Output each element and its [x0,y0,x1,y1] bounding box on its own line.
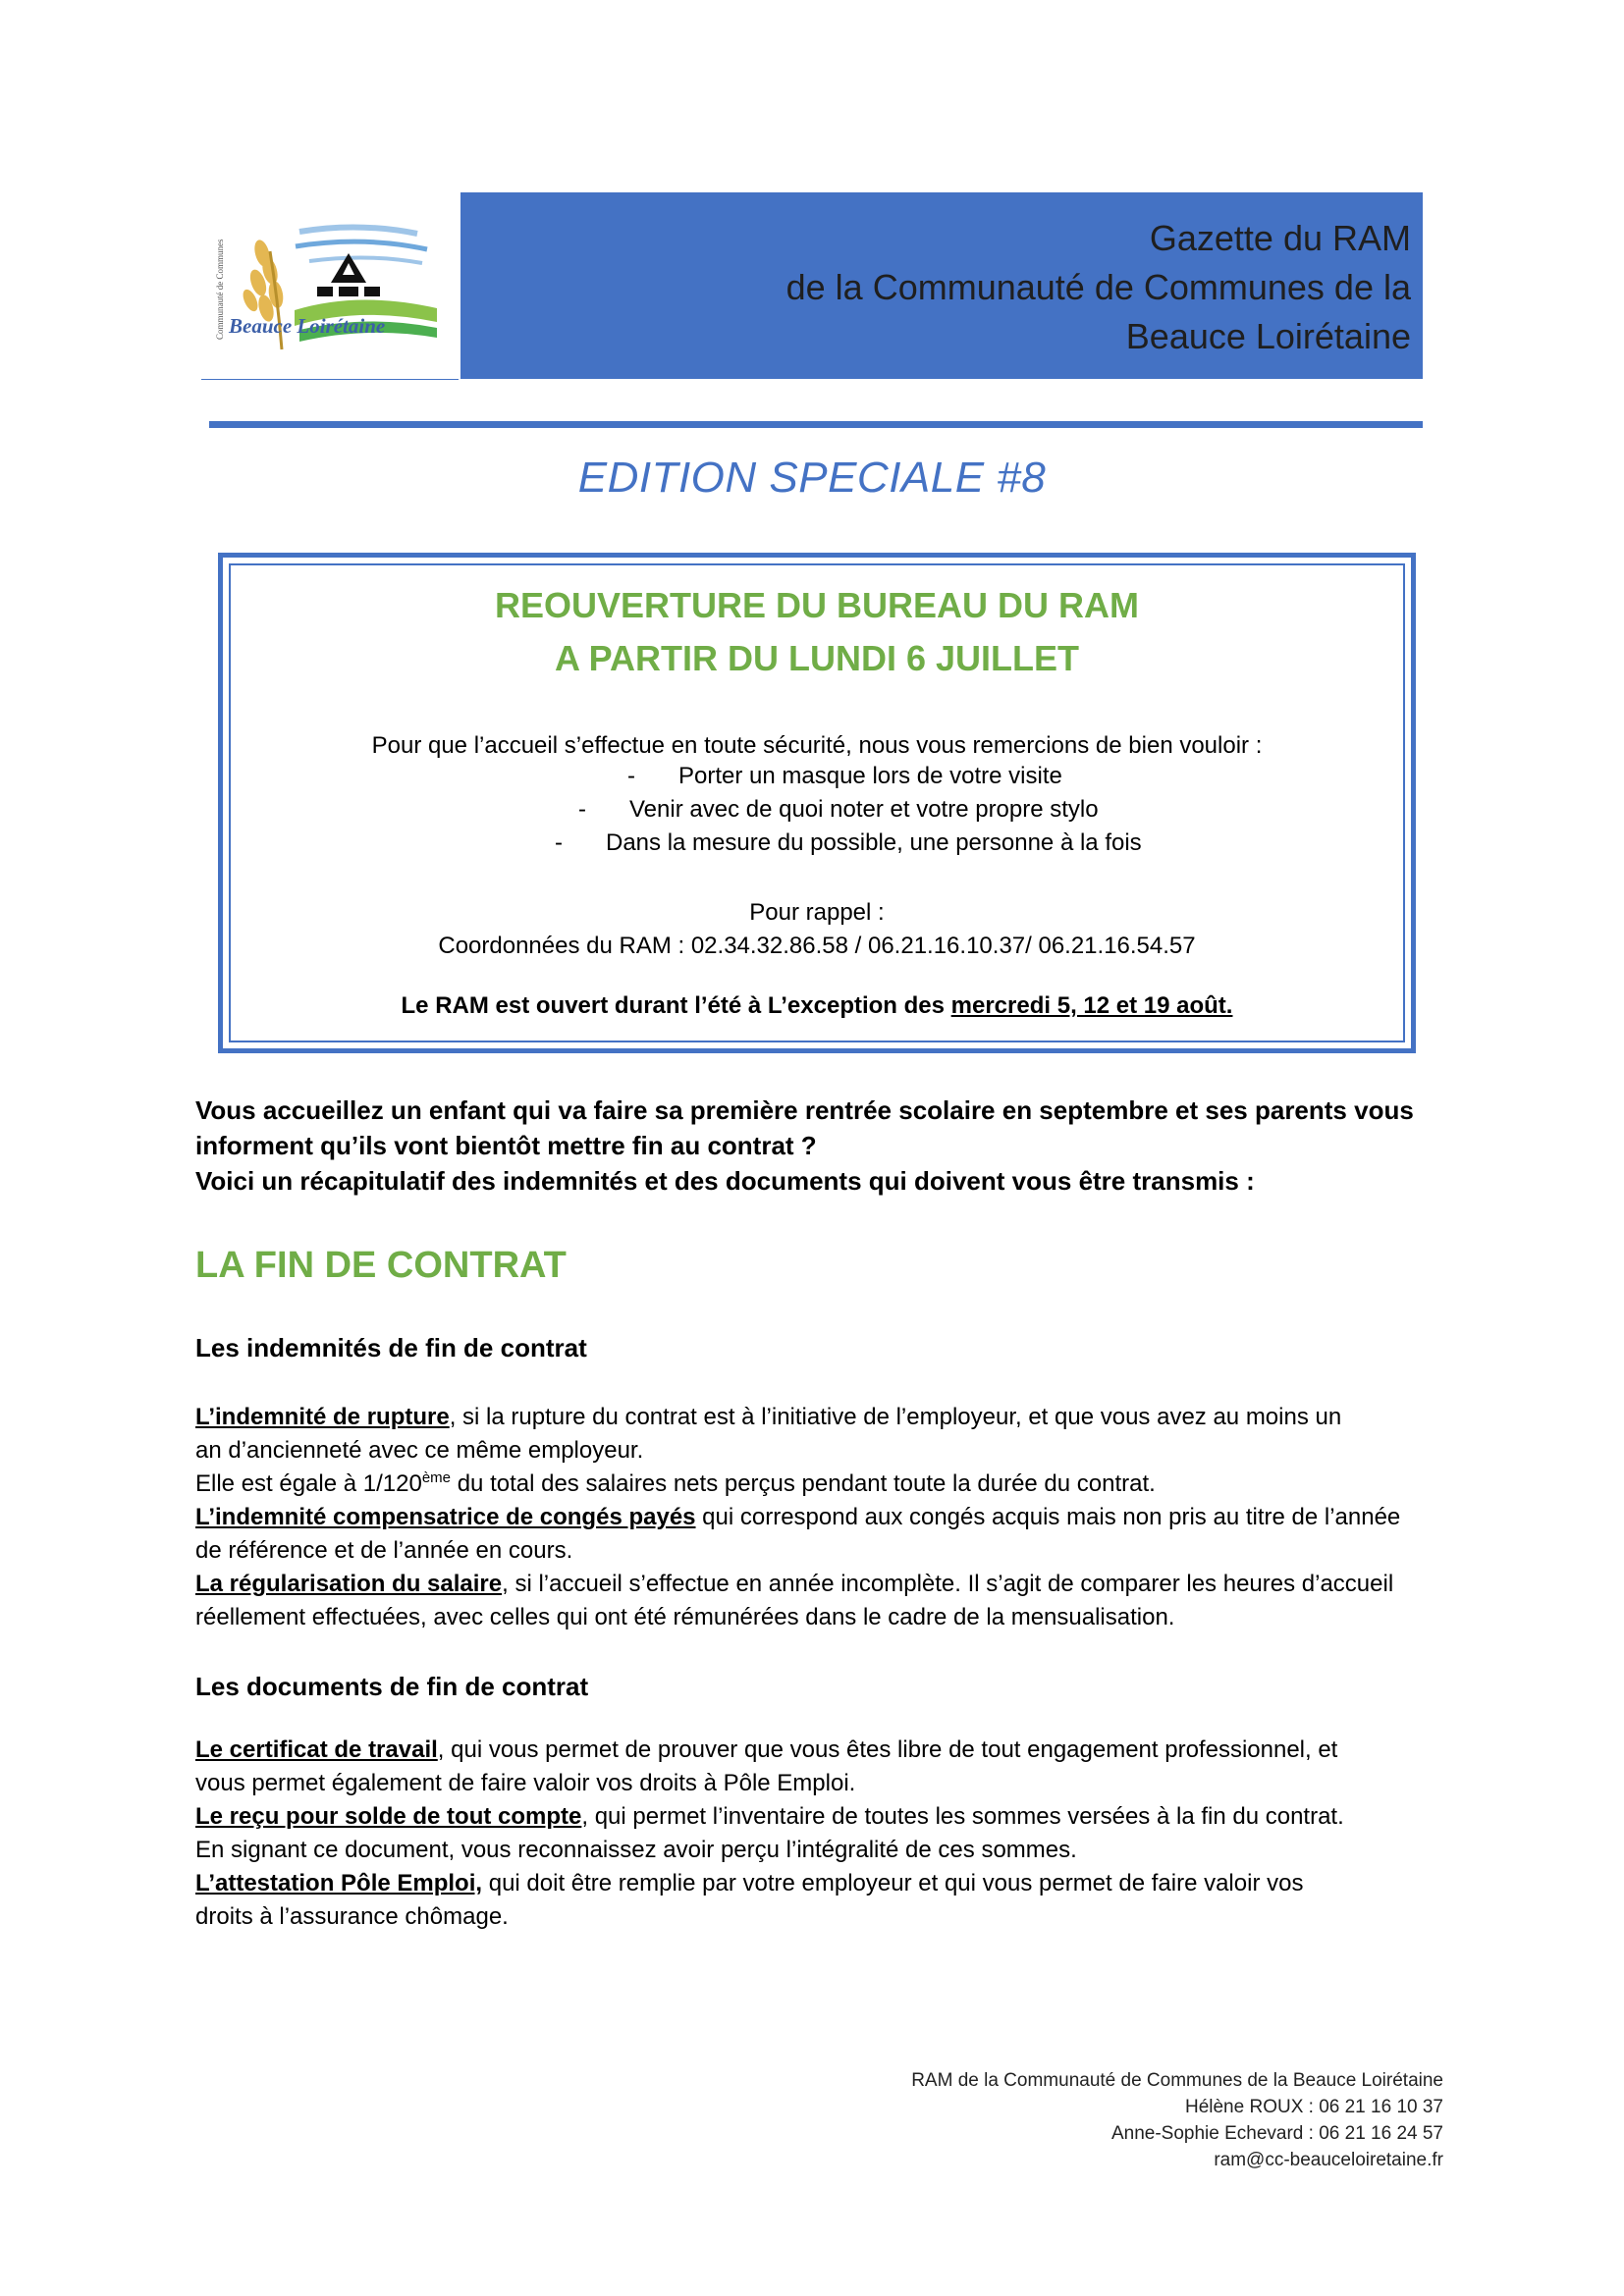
intro-line-3: Voici un récapitulatif des indemnités et des documents qui doivent vous être transmis : [195,1166,1255,1196]
certif-label: Le certificat de travail [195,1736,438,1763]
announcement-inner-border [229,563,1405,1042]
egale-sup: ème [421,1469,452,1486]
announcement-intro: Pour que l’accueil s’effectue en toute sécurité, nous vous remercions de bien vouloir : [371,732,1263,759]
certif-text-1: , qui vous permet de prouver que vous êtes libre de tout engagement professionnel, et [437,1736,1338,1763]
announcement-title-line-2: A PARTIR DU LUNDI 6 JUILLET [554,638,1079,678]
bullet-dash-1: - [627,763,635,789]
documents-heading: Les documents de fin de contrat [195,1672,589,1701]
contacts-line: Coordonnées du RAM : 02.34.32.86.58 / 06.21.16.10.37/ 06.21.16.54.57 [438,933,1196,959]
recu-label: Le reçu pour solde de tout compte [195,1803,582,1830]
logo-side-text: Communauté de Communes [215,239,225,340]
attest-label: L’attestation Pôle Emploi, [195,1870,483,1896]
section-title: LA FIN DE CONTRAT [195,1245,567,1286]
footer-contact-2: Anne-Sophie Echevard : 06 21 16 24 57 [1110,2123,1443,2144]
footer [911,2067,1443,2173]
bullet-item-2: Venir avec de quoi noter et votre propre stylo [629,796,1099,823]
attest-line-2: droits à l’assurance chômage. [195,1903,509,1930]
footer-contact-1: Hélène ROUX : 06 21 16 10 37 [1184,2097,1443,2117]
recu-text-1: , qui permet l’inventaire de toutes les sommes versées à la fin du contrat. [581,1803,1344,1830]
indemnites-heading: Les indemnités de fin de contrat [195,1333,587,1362]
footer-email: ram@cc-beauceloiretaine.fr [1214,2150,1443,2170]
indemnites-paragraph [195,1401,1442,1634]
certif-line-1 [195,1734,1442,1767]
certif-line-2: vous permet également de faire valoir vos droits à Pôle Emploi. [195,1770,856,1796]
intro-line-2: informent qu’ils vont bientôt mettre fin au contrat ? [195,1131,817,1160]
conges-label: L’indemnité compensatrice de congés payés [195,1504,696,1530]
regul-label: La régularisation du salaire [195,1571,503,1597]
header-title-line-1: Gazette du RAM [1149,218,1411,258]
conges-line-2: de référence et de l’année en cours. [195,1537,573,1564]
summer-notice [231,989,1403,1023]
bullet-item-3: Dans la mesure du possible, une personne à la fois [606,829,1142,856]
conges-line-1 [195,1501,1442,1534]
recu-line-1 [195,1800,1442,1834]
header-banner [460,192,1423,379]
footer-org: RAM de la Communauté de Communes de la Beauce Loirétaine [911,2070,1443,2091]
edition-title: EDITION SPECIALE #8 [577,454,1047,502]
announcement-title-line-1: REOUVERTURE DU BUREAU DU RAM [494,585,1139,625]
logo-underline [201,379,459,380]
logo-graphic [201,192,459,379]
header-separator [209,421,1423,428]
header-title-line-2: de la Communauté de Communes de la [785,267,1411,307]
regul-line-1 [195,1568,1442,1601]
conges-text-1: qui correspond aux congés acquis mais non pris au titre de l’année [695,1504,1401,1530]
bullet-dash-2: - [578,796,586,823]
logo [201,192,459,379]
rupture-line-1 [195,1401,1442,1434]
announcement-box [218,553,1416,1053]
regul-text-1: , si l’accueil s’effectue en année incomplète. Il s’agit de comparer les heures d’accueil [502,1571,1394,1597]
logo-text: Beauce Loirétaine [229,314,386,338]
header-title-line-3: Beauce Loirétaine [1125,316,1411,356]
bullet-dash-3: - [555,829,563,856]
summer-notice-dates: mercredi 5, 12 et 19 août. [950,992,1233,1019]
summer-notice-prefix: Le RAM est ouvert durant l’été à L’exception des [401,992,951,1019]
egale-suffix: du total des salaires nets perçus pendant toute la durée du contrat. [451,1470,1156,1497]
recu-line-2: En signant ce document, vous reconnaissez avoir perçu l’intégralité de ces sommes. [195,1837,1077,1863]
bullet-item-1: Porter un masque lors de votre visite [678,763,1062,789]
documents-paragraph [195,1734,1442,1934]
reminder-label: Pour rappel : [749,899,885,926]
rupture-text-1: , si la rupture du contrat est à l’initiative de l’employeur, et que vous avez au moins un [449,1404,1342,1430]
header-title [786,214,1411,361]
rupture-line-2: an d’ancienneté avec ce même employeur. [195,1437,644,1464]
attest-text-1: qui doit être remplie par votre employeur et qui vous permet de faire valoir vos [482,1870,1304,1896]
intro-line-1: Vous accueillez un enfant qui va faire sa première rentrée scolaire en septembre et ses parents vous [195,1095,1414,1125]
intro-paragraph [195,1093,1462,1199]
egale-prefix: Elle est égale à 1/120 [195,1470,422,1497]
egale-line [195,1468,1442,1501]
regul-line-2: réellement effectuées, avec celles qui ont été rémunérées dans le cadre de la mensualisation. [195,1604,1175,1630]
rupture-label: L’indemnité de rupture [195,1404,450,1430]
attest-line-1 [195,1867,1442,1900]
